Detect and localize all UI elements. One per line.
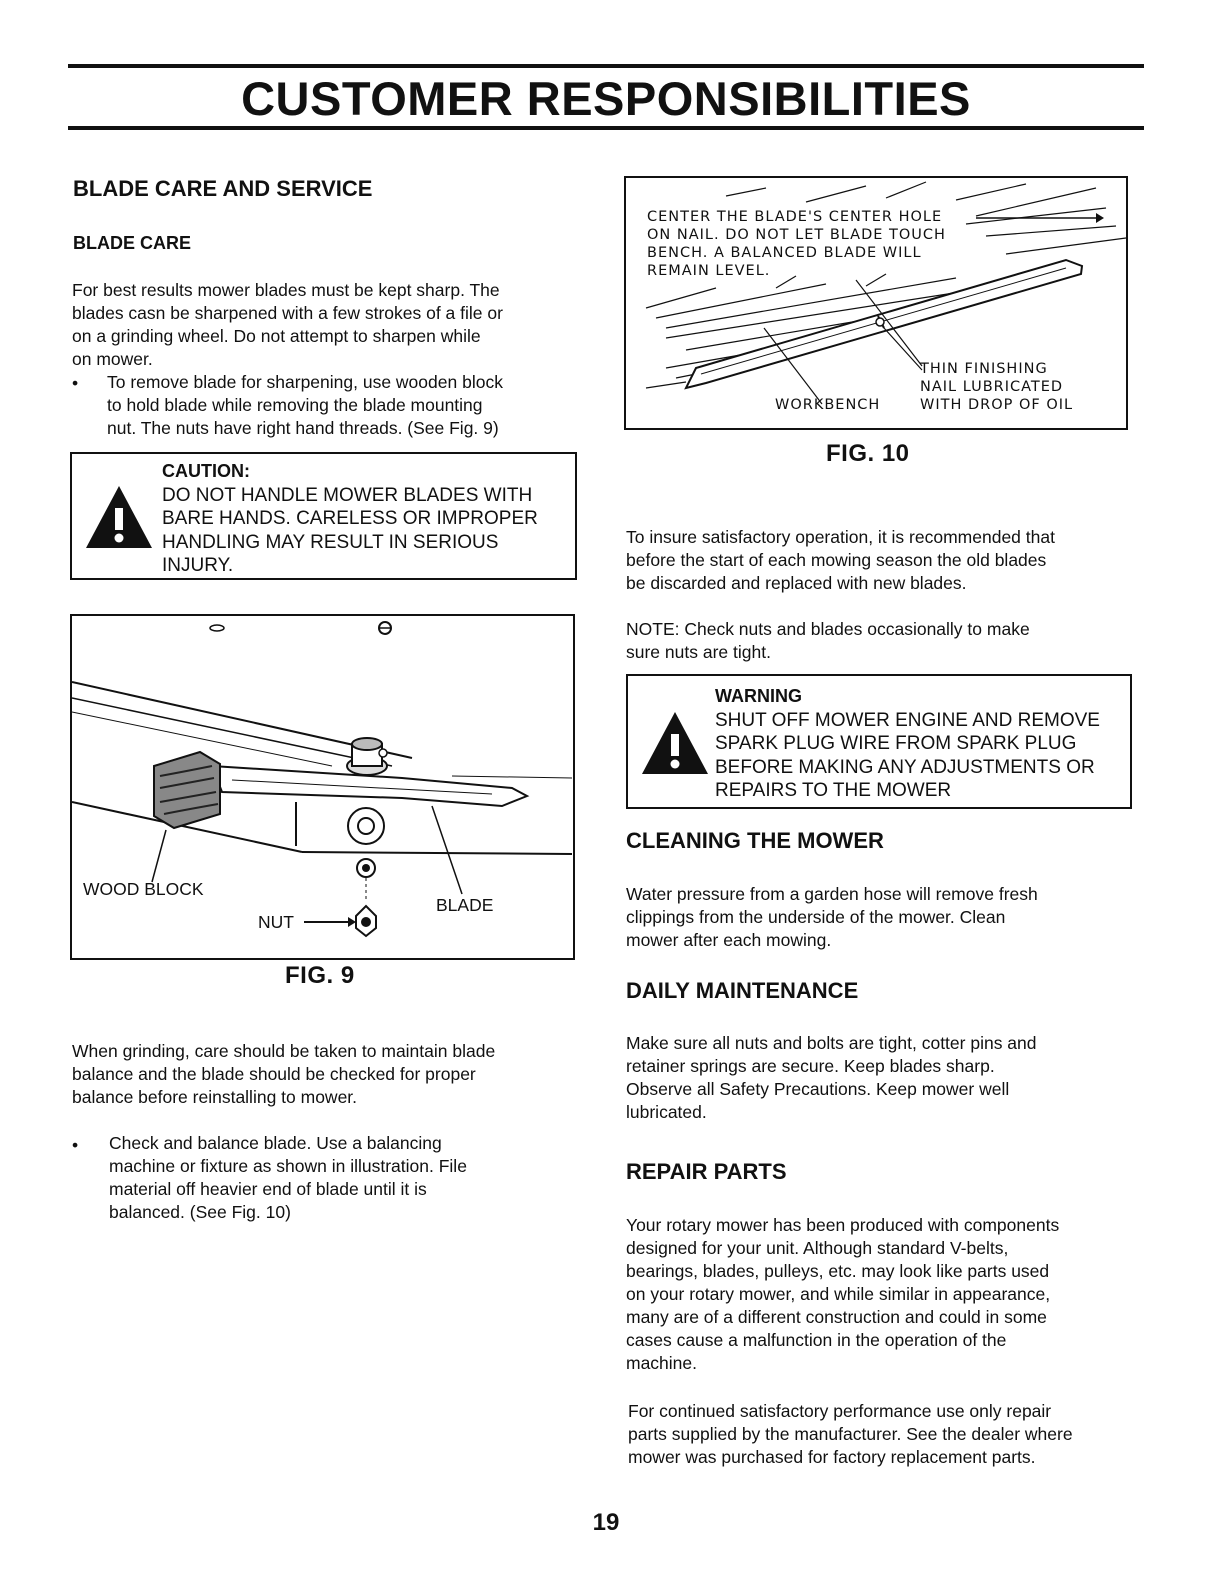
caution-line: HANDLING MAY RESULT IN SERIOUS [162, 531, 499, 553]
bullet-dot: • [72, 373, 79, 393]
text-line: Water pressure from a garden hose will remove fresh [626, 884, 1038, 904]
fig10-nail-line: WITH DROP OF OIL [920, 397, 1074, 413]
caution-line: DO NOT HANDLE MOWER BLADES WITH [162, 484, 533, 506]
fig10-note-line: ON NAIL. DO NOT LET BLADE TOUCH [647, 227, 946, 243]
text-line: to hold blade while removing the blade mounting [107, 395, 483, 415]
text-line: lubricated. [626, 1102, 707, 1122]
figure-9-illustration [72, 616, 573, 958]
fig10-nail-label [920, 360, 1073, 414]
text-line: cases cause a malfunction in the operation of the [626, 1330, 1007, 1350]
section-heading-blade-care-service: BLADE CARE AND SERVICE [73, 176, 373, 201]
text-line: before the start of each mowing season the old blades [626, 550, 1047, 570]
caution-text [162, 460, 538, 578]
section-heading-cleaning: CLEANING THE MOWER [626, 828, 884, 853]
text-line: For best results mower blades must be kept sharp. The [72, 280, 500, 300]
warning-line: SHUT OFF MOWER ENGINE AND REMOVE [715, 709, 1100, 731]
caution-line: INJURY. [162, 555, 234, 576]
page-number: 19 [592, 1509, 620, 1536]
text-line: To remove blade for sharpening, use wooden block [107, 372, 503, 392]
fig10-note [647, 208, 946, 280]
text-line: Make sure all nuts and bolts are tight, cotter pins and [626, 1033, 1037, 1053]
text-line: blades casn be sharpened with a few strokes of a file or [72, 303, 503, 323]
text-line: To insure satisfactory operation, it is recommended that [626, 527, 1055, 547]
text-line: balanced. (See Fig. 10) [109, 1202, 291, 1222]
fig10-nail-line: NAIL LUBRICATED [920, 379, 1064, 395]
text-line: balance before reinstalling to mower. [72, 1087, 358, 1107]
text-line: NOTE: Check nuts and blades occasionally to make [626, 619, 1030, 639]
text-line: mower after each mowing. [626, 930, 832, 950]
warning-triangle-icon [84, 484, 154, 550]
text-line: machine. [626, 1353, 698, 1373]
text-line: clippings from the underside of the mower. Clean [626, 907, 1006, 927]
text-line: parts supplied by the manufacturer. See the dealer where [628, 1424, 1073, 1444]
warning-heading: WARNING [715, 686, 802, 706]
subheading-blade-care: BLADE CARE [73, 233, 192, 253]
text-line: For continued satisfactory performance use only repair [628, 1401, 1052, 1421]
label-blade: BLADE [436, 895, 494, 915]
warning-line: BEFORE MAKING ANY ADJUSTMENTS OR [715, 756, 1095, 778]
text-line: on your rotary mower, and while similar in appearance, [626, 1284, 1051, 1304]
bullet-dot: • [72, 1135, 79, 1155]
figure-9-caption: FIG. 9 [285, 962, 355, 989]
section-heading-daily-maintenance: DAILY MAINTENANCE [626, 978, 859, 1003]
top-rule [68, 64, 1144, 68]
text-line: on mower. [72, 349, 153, 369]
text-line: When grinding, care should be taken to maintain blade [72, 1041, 496, 1061]
fig10-note-line: BENCH. A BALANCED BLADE WILL [647, 245, 922, 261]
page-title: CUSTOMER RESPONSIBILITIES [241, 72, 971, 125]
text-line: balance and the blade should be checked for proper [72, 1064, 476, 1084]
text-line: many are of a different construction and could in some [626, 1307, 1047, 1327]
text-line: Observe all Safety Precautions. Keep mower well [626, 1079, 1010, 1099]
text-line: retainer springs are secure. Keep blades sharp. [626, 1056, 995, 1076]
label-wood-block: WOOD BLOCK [83, 879, 204, 899]
fig10-workbench-label: WORKBENCH [775, 397, 881, 413]
fig10-nail-line: THIN FINISHING [920, 361, 1048, 377]
text-line: designed for your unit. Although standard V-belts, [626, 1238, 1009, 1258]
text-line: on a grinding wheel. Do not attempt to sharpen while [72, 326, 481, 346]
text-line: bearings, blades, pulleys, etc. may look like parts used [626, 1261, 1050, 1281]
fig10-note-line: CENTER THE BLADE'S CENTER HOLE [647, 209, 943, 225]
figure-10-caption: FIG. 10 [826, 440, 910, 467]
text-line: be discarded and replaced with new blades. [626, 573, 967, 593]
warning-line: SPARK PLUG WIRE FROM SPARK PLUG [715, 733, 1077, 754]
label-nut: NUT [258, 912, 294, 932]
section-heading-repair-parts: REPAIR PARTS [626, 1159, 787, 1184]
text-line: machine or fixture as shown in illustration. File [109, 1156, 467, 1176]
warning-text [715, 685, 1100, 803]
title-underline [68, 126, 1144, 130]
text-line: Your rotary mower has been produced with components [626, 1215, 1060, 1235]
text-line: sure nuts are tight. [626, 642, 771, 662]
caution-line: BARE HANDS. CARELESS OR IMPROPER [162, 508, 538, 529]
warning-line: REPAIRS TO THE MOWER [715, 780, 952, 801]
warning-triangle-icon [640, 710, 710, 776]
text-line: nut. The nuts have right hand threads. (See Fig. 9) [107, 418, 499, 438]
caution-heading: CAUTION: [162, 461, 250, 481]
text-line: Check and balance blade. Use a balancing [109, 1133, 442, 1153]
fig10-note-line: REMAIN LEVEL. [647, 263, 771, 279]
text-line: mower was purchased for factory replacement parts. [628, 1447, 1036, 1467]
text-line: material off heavier end of blade until it is [109, 1179, 427, 1199]
